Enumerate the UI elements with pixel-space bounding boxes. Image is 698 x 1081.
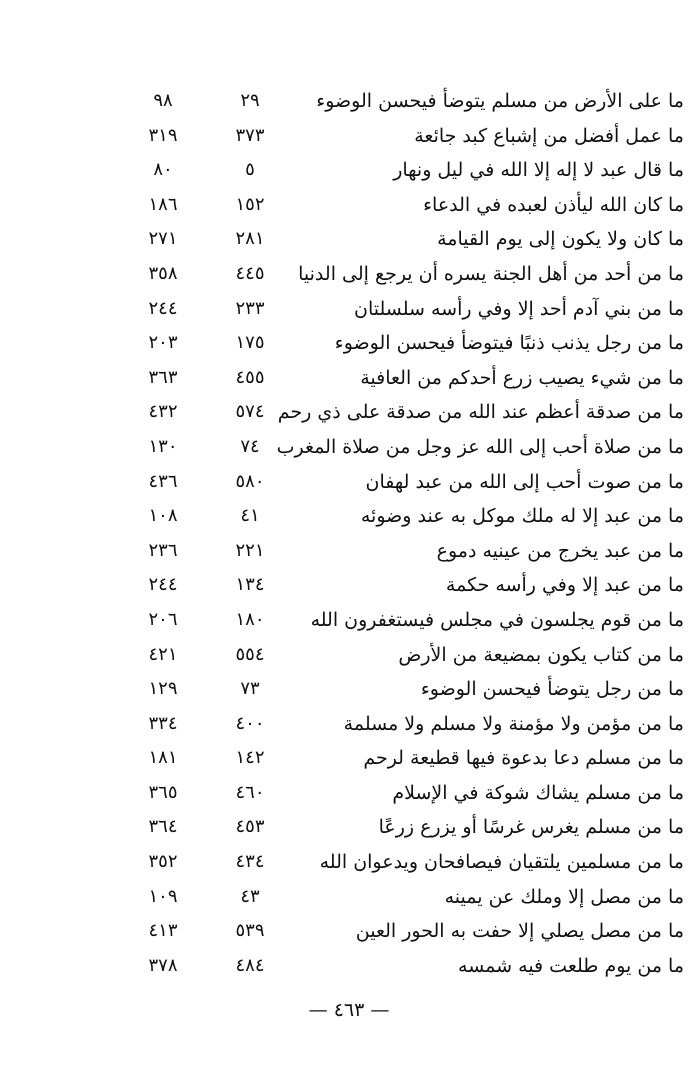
hadith-phrase: ما من عبد يخرج من عينيه دموع [436, 539, 684, 562]
page-reference: ٤٣٢ [148, 401, 178, 423]
page-reference: ٣٦٥ [148, 781, 178, 803]
hadith-phrase: ما من صدقة أعظم عند الله من صدقة على ذي رحم [277, 401, 684, 424]
page-reference: ١٣٠ [148, 435, 178, 457]
page-reference: ٣٧٨ [148, 954, 178, 976]
reference-number: ٤٨٤ [235, 954, 265, 976]
page-reference: ٣٦٣ [148, 366, 178, 388]
page-reference: ٢٠٦ [148, 608, 178, 630]
page-reference: ١٨٦ [148, 193, 178, 215]
reference-number: ٥ [245, 159, 255, 181]
reference-number: ٥٨٠ [235, 470, 265, 492]
hadith-phrase: ما من رجل يذنب ذنبًا فيتوضأ فيحسن الوضوء [334, 332, 684, 355]
page-reference: ٣٦٤ [148, 816, 178, 838]
index-entry [0, 292, 698, 327]
reference-number: ٤٣٤ [235, 851, 265, 873]
hadith-phrase: ما من قوم يجلسون في مجلس فيستغفرون الله [310, 608, 684, 631]
reference-number: ١٤٢ [235, 747, 265, 769]
hadith-phrase: ما من صوت أحب إلى الله من عبد لهفان [365, 470, 684, 493]
hadith-phrase: ما قال عبد لا إله إلا الله في ليل ونهار [393, 159, 684, 182]
index-entry [0, 430, 698, 465]
reference-number: ٤٣ [240, 885, 260, 907]
reference-number: ٢٨١ [235, 228, 265, 250]
hadith-phrase: ما على الأرض من مسلم يتوضأ فيحسن الوضوء [316, 90, 684, 112]
hadith-phrase: ما من أحد من أهل الجنة يسره أن يرجع إلى الدنيا [298, 262, 684, 285]
hadith-index-list [0, 84, 698, 983]
index-entry [0, 741, 698, 776]
page-reference: ٨٠ [153, 159, 173, 181]
reference-number: ٤٦٠ [235, 781, 265, 803]
reference-number: ٥٥٤ [235, 643, 265, 665]
page-reference: ١٢٩ [148, 678, 178, 700]
index-entry [0, 153, 698, 188]
page-reference: ٢٣٦ [148, 539, 178, 561]
reference-number: ٥٧٤ [235, 401, 265, 423]
index-entry [0, 949, 698, 984]
index-entry [0, 914, 698, 949]
hadith-phrase: ما من عبد إلا له ملك موكل به عند وضوئه [360, 505, 684, 528]
hadith-phrase: ما من عبد إلا وفي رأسه حكمة [445, 574, 684, 597]
index-entry [0, 84, 698, 119]
hadith-phrase: ما من كتاب يكون بمضيعة من الأرض [398, 643, 684, 666]
hadith-phrase: ما عمل أفضل من إشباع كبد جائعة [414, 124, 684, 147]
index-entry [0, 603, 698, 638]
reference-number: ١٧٥ [235, 332, 265, 354]
page-reference: ١٠٩ [148, 885, 178, 907]
hadith-phrase: ما من مسلم يشاك شوكة في الإسلام [392, 781, 684, 804]
reference-number: ٣٧٣ [235, 124, 265, 146]
reference-number: ٥٣٩ [235, 920, 265, 942]
reference-number: ٤٥٣ [235, 816, 265, 838]
page-number: — ٤٦٣ — [308, 999, 390, 1021]
index-entry [0, 638, 698, 673]
reference-number: ٧٣ [240, 678, 260, 700]
page-reference: ٢٠٣ [148, 332, 178, 354]
hadith-phrase: ما من شيء يصيب زرع أحدكم من العافية [360, 366, 684, 389]
hadith-phrase: ما كان الله ليأذن لعبده في الدعاء [423, 193, 684, 216]
index-entry [0, 361, 698, 396]
hadith-phrase: ما من رجل يتوضأ فيحسن الوضوء [420, 678, 684, 701]
page-reference: ٣٣٤ [148, 712, 178, 734]
hadith-phrase: ما من صلاة أحب إلى الله عز وجل من صلاة المغرب [276, 435, 684, 458]
page-reference: ٣٥٨ [148, 262, 178, 284]
page-reference: ٤٢١ [148, 643, 178, 665]
reference-number: ٢٩ [240, 90, 260, 111]
hadith-phrase: ما من بني آدم أحد إلا وفي رأسه سلسلتان [354, 297, 684, 320]
reference-number: ٤٤٥ [235, 262, 265, 284]
index-entry [0, 845, 698, 880]
index-entry [0, 499, 698, 534]
hadith-phrase: ما من يوم طلعت فيه شمسه [458, 954, 684, 977]
page-reference: ٢٤٤ [148, 574, 178, 596]
reference-number: ٤٥٥ [235, 366, 265, 388]
page-reference: ٢٧١ [148, 228, 178, 250]
page-reference: ٣٥٢ [148, 851, 178, 873]
reference-number: ١٥٢ [235, 193, 265, 215]
reference-number: ١٨٠ [235, 608, 265, 630]
index-entry [0, 188, 698, 223]
hadith-phrase: ما من مصل إلا وملك عن يمينه [444, 885, 684, 908]
page-reference: ١٠٨ [148, 505, 178, 527]
index-entry [0, 568, 698, 603]
hadith-phrase: ما من مؤمن ولا مؤمنة ولا مسلم ولا مسلمة [343, 712, 684, 735]
index-entry [0, 880, 698, 915]
index-entry [0, 776, 698, 811]
hadith-phrase: ما كان ولا يكون إلى يوم القيامة [437, 228, 684, 251]
hadith-phrase: ما من مصل يصلي إلا حفت به الحور العين [355, 920, 684, 943]
page-reference: ١٨١ [148, 747, 178, 769]
hadith-phrase: ما من مسلم دعا بدعوة فيها قطيعة لرحم [363, 747, 684, 770]
reference-number: ٢٢١ [235, 539, 265, 561]
page-reference: ٤١٣ [148, 920, 178, 942]
index-entry [0, 707, 698, 742]
index-entry [0, 672, 698, 707]
hadith-phrase: ما من مسلم يغرس غرسًا أو يزرع زرعًا [378, 816, 684, 839]
reference-number: ٢٣٣ [235, 297, 265, 319]
page-reference: ٤٣٦ [148, 470, 178, 492]
reference-number: ٧٤ [240, 435, 260, 457]
reference-number: ١٣٤ [235, 574, 265, 596]
index-entry [0, 326, 698, 361]
hadith-phrase: ما من مسلمين يلتقيان فيصافحان ويدعوان الله [319, 851, 684, 874]
index-entry [0, 534, 698, 569]
index-entry [0, 395, 698, 430]
page-reference: ٢٤٤ [148, 297, 178, 319]
reference-number: ٤٠٠ [235, 712, 265, 734]
page-reference: ٣١٩ [148, 124, 178, 146]
page-reference: ٩٨ [153, 90, 173, 111]
index-entry [0, 222, 698, 257]
index-entry [0, 119, 698, 154]
index-entry [0, 257, 698, 292]
index-entry [0, 465, 698, 500]
reference-number: ٤١ [240, 505, 260, 527]
index-entry [0, 810, 698, 845]
